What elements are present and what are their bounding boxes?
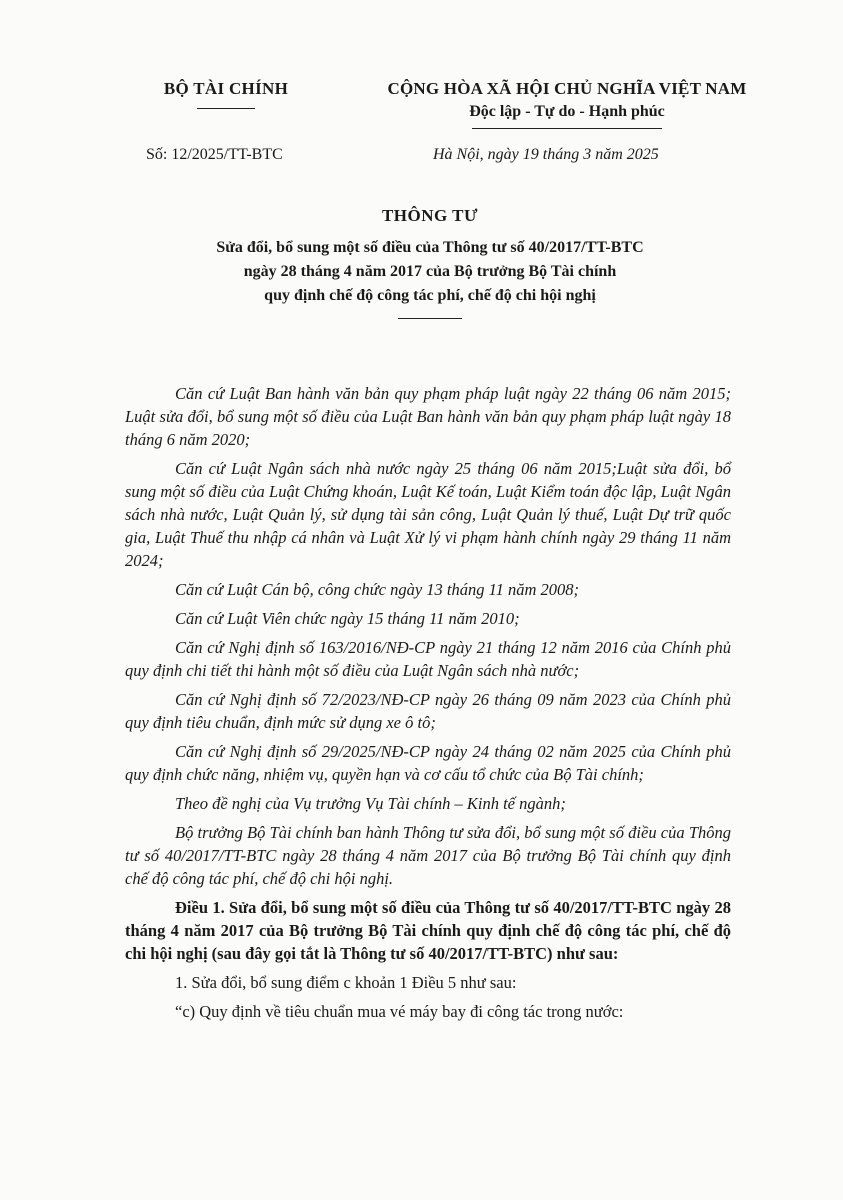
issuing-agency-block xyxy=(146,79,306,109)
proposal-paragraph: Theo đề nghị của Vụ trưởng Vụ Tài chính – Kinh tế ngành; xyxy=(175,794,566,813)
legal-basis-paragraph: Căn cứ Luật Ban hành văn bản quy phạm pháp luật ngày 22 tháng 06 năm 2015; Luật sửa đổi, bổ sung một số điều của Luật Ban hành văn bản quy phạm pháp luật ngày 18 tháng 6 năm 2020; xyxy=(125,384,731,449)
motto-underline xyxy=(472,128,662,129)
national-motto: Độc lập - Tự do - Hạnh phúc xyxy=(469,103,665,120)
clause-1-point-c: “c) Quy định về tiêu chuẩn mua vé máy bay đi công tác trong nước: xyxy=(175,1002,624,1021)
document-body xyxy=(125,382,731,1029)
place-and-date: Hà Nội, ngày 19 tháng 3 năm 2025 xyxy=(433,146,659,163)
subject-line: Sửa đổi, bổ sung một số điều của Thông tư số 40/2017/TT-BTC xyxy=(216,239,644,256)
national-title: CỘNG HÒA XÃ HỘI CHỦ NGHĨA VIỆT NAM xyxy=(387,79,747,98)
subject-line: quy định chế độ công tác phí, chế độ chi hội nghị xyxy=(264,287,596,304)
article-1-heading: Điều 1. Sửa đổi, bổ sung một số điều của Thông tư số 40/2017/TT-BTC ngày 28 tháng 4 năm 2017 của Bộ trưởng Bộ Tài chính quy định chế độ công tác phí, chế độ chi hội nghị (sau đây gọi tắt là Thông tư số 40/2017/TT-BTC) như sau: xyxy=(125,898,731,963)
document-subject xyxy=(120,236,740,308)
promulgation-paragraph: Bộ trưởng Bộ Tài chính ban hành Thông tư sửa đổi, bổ sung một số điều của Thông tư số 40/2017/TT-BTC ngày 28 tháng 4 năm 2017 của Bộ trưởng Bộ Tài chính quy định chế độ công tác phí, chế độ chi hội nghị. xyxy=(125,823,731,888)
document-type: THÔNG TƯ xyxy=(381,206,479,225)
legal-basis-paragraph: Căn cứ Nghị định số 72/2023/NĐ-CP ngày 26 tháng 09 năm 2023 của Chính phủ quy định tiêu chuẩn, định mức sử dụng xe ô tô; xyxy=(125,690,731,732)
issuing-agency: BỘ TÀI CHÍNH xyxy=(163,79,289,98)
legal-basis-paragraph: Căn cứ Luật Viên chức ngày 15 tháng 11 năm 2010; xyxy=(175,609,520,628)
title-underline xyxy=(398,318,462,319)
document-title-block xyxy=(120,206,740,319)
legal-basis-paragraph: Căn cứ Luật Ngân sách nhà nước ngày 25 tháng 06 năm 2015;Luật sửa đổi, bổ sung một số điều của Luật Chứng khoán, Luật Kế toán, Luật Kiểm toán độc lập, Luật Ngân sách nhà nước, Luật Quản lý, sử dụng tài sản công, Luật Quản lý thuế, Luật Dự trữ quốc gia, Luật Thuế thu nhập cá nhân và Luật Xử lý vi phạm hành chính ngày 29 tháng 11 năm 2024; xyxy=(125,459,731,570)
legal-basis-paragraph: Căn cứ Nghị định số 163/2016/NĐ-CP ngày 21 tháng 12 năm 2016 của Chính phủ quy định chi tiết thi hành một số điều của Luật Ngân sách nhà nước; xyxy=(125,638,731,680)
national-heading-block xyxy=(362,79,772,129)
document-number: Số: 12/2025/TT-BTC xyxy=(146,146,283,163)
clause-1: 1. Sửa đổi, bổ sung điểm c khoản 1 Điều 5 như sau: xyxy=(175,973,517,992)
subject-line: ngày 28 tháng 4 năm 2017 của Bộ trưởng Bộ Tài chính xyxy=(243,263,617,280)
legal-basis-paragraph: Căn cứ Luật Cán bộ, công chức ngày 13 tháng 11 năm 2008; xyxy=(175,580,580,599)
legal-basis-paragraph: Căn cứ Nghị định số 29/2025/NĐ-CP ngày 24 tháng 02 năm 2025 của Chính phủ quy định chức năng, nhiệm vụ, quyền hạn và cơ cấu tổ chức của Bộ Tài chính; xyxy=(125,742,731,784)
agency-underline xyxy=(197,108,255,109)
